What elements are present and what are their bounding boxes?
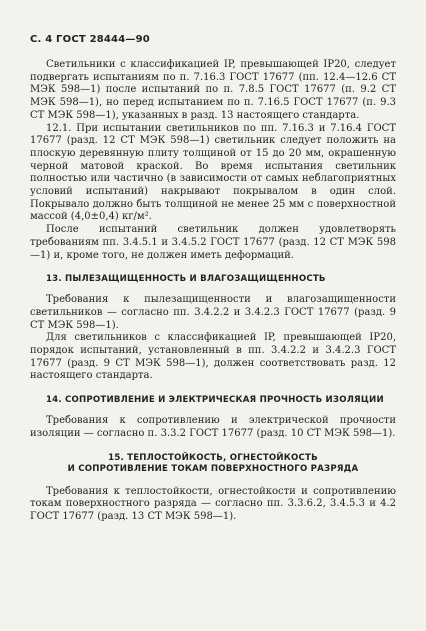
- section-heading-14-line: 14. СОПРОТИВЛЕНИЕ И ЭЛЕКТРИЧЕСКАЯ ПРОЧНОСТЬ ИЗОЛЯЦИИ: [46, 395, 384, 406]
- paragraph-13-requirements: Требования к пылезащищенности и влагозащищенности светильников — согласно пп. 3.4.2.2 и 3.4.2.3 ГОСТ 17677 (разд. 9 СТ МЭК 598—1).: [30, 294, 396, 331]
- paragraph-13-ip-order: Для светильников с классификацией IP, превышающей IP20, порядок испытаний, установленный в пп. 3.4.2.2 и 3.4.2.3 ГОСТ 17677 (разд. 9 СТ МЭК 598—1), должен соответствовать разд. 12 настоящего стандарта.: [30, 332, 396, 382]
- section-heading-15-line-1: 15. ТЕПЛОСТОЙКОСТЬ, ОГНЕСТОЙКОСТЬ: [108, 452, 318, 463]
- paragraph-12-1: 12.1. При испытании светильников по пп. 7.16.3 и 7.16.4 ГОСТ 17677 (разд. 12 СТ МЭК 598—1) светильник следует положить на плоскую деревянную плиту толщиной от 15 до 20 мм, окрашенную черной матовой краской. Во время испытания светильник полностью или частично (в зависимости от самых неблагоприятных условий испытаний) накрывают покрывалом в один слой. Покрывало должно быть толщиной не менее 25 мм с поверхностной массой (4,0±0,4) кг/м².: [30, 122, 396, 223]
- paragraph-15-requirements: Требования к теплостойкости, огнестойкости и сопротивлению токам поверхностного разряда — согласно пп. 3.3.6.2, 3.4.5.3 и 4.2 ГОСТ 17677 (разд. 13 СТ МЭК 598—1).: [30, 485, 396, 522]
- section-heading-13-line: 13. ПЫЛЕЗАЩИЩЕННОСТЬ И ВЛАГОЗАЩИЩЕННОСТЬ: [46, 274, 326, 285]
- paragraph-after-test: После испытаний светильник должен удовлетворять требованиям пп. 3.4.5.1 и 3.4.5.2 ГОСТ 17677 (разд. 12 СТ МЭК 598—1) и, кроме того, не должен иметь деформаций.: [30, 224, 396, 261]
- paragraph-14-requirements: Требования к сопротивлению и электрической прочности изоляции — согласно п. 3.3.2 ГОСТ 17677 (разд. 10 СТ МЭК 598—1).: [30, 415, 396, 439]
- paragraph-ip-classification: Светильники с классификацией IP, превышающей IP20, следует подвергать испытаниям по п. 7.16.3 ГОСТ 17677 (пп. 12.4—12.6 СТ МЭК 598—1) после испытаний по п. 7.8.5 ГОСТ 17677 (п. 9.2 СТ МЭК 598—1), но перед испытанием по п. 7.16.5 ГОСТ 17677 (п. 9.3 СТ МЭК 598—1), указанных в разд. 13 настоящего стандарта.: [30, 59, 396, 121]
- section-heading-15-line-2: И СОПРОТИВЛЕНИЕ ТОКАМ ПОВЕРХНОСТНОГО РАЗРЯДА: [67, 464, 359, 475]
- section-heading-15: [30, 453, 396, 476]
- page-header: С. 4 ГОСТ 28444—90: [30, 34, 150, 45]
- section-heading-13: [46, 274, 396, 284]
- section-heading-14: [46, 395, 396, 405]
